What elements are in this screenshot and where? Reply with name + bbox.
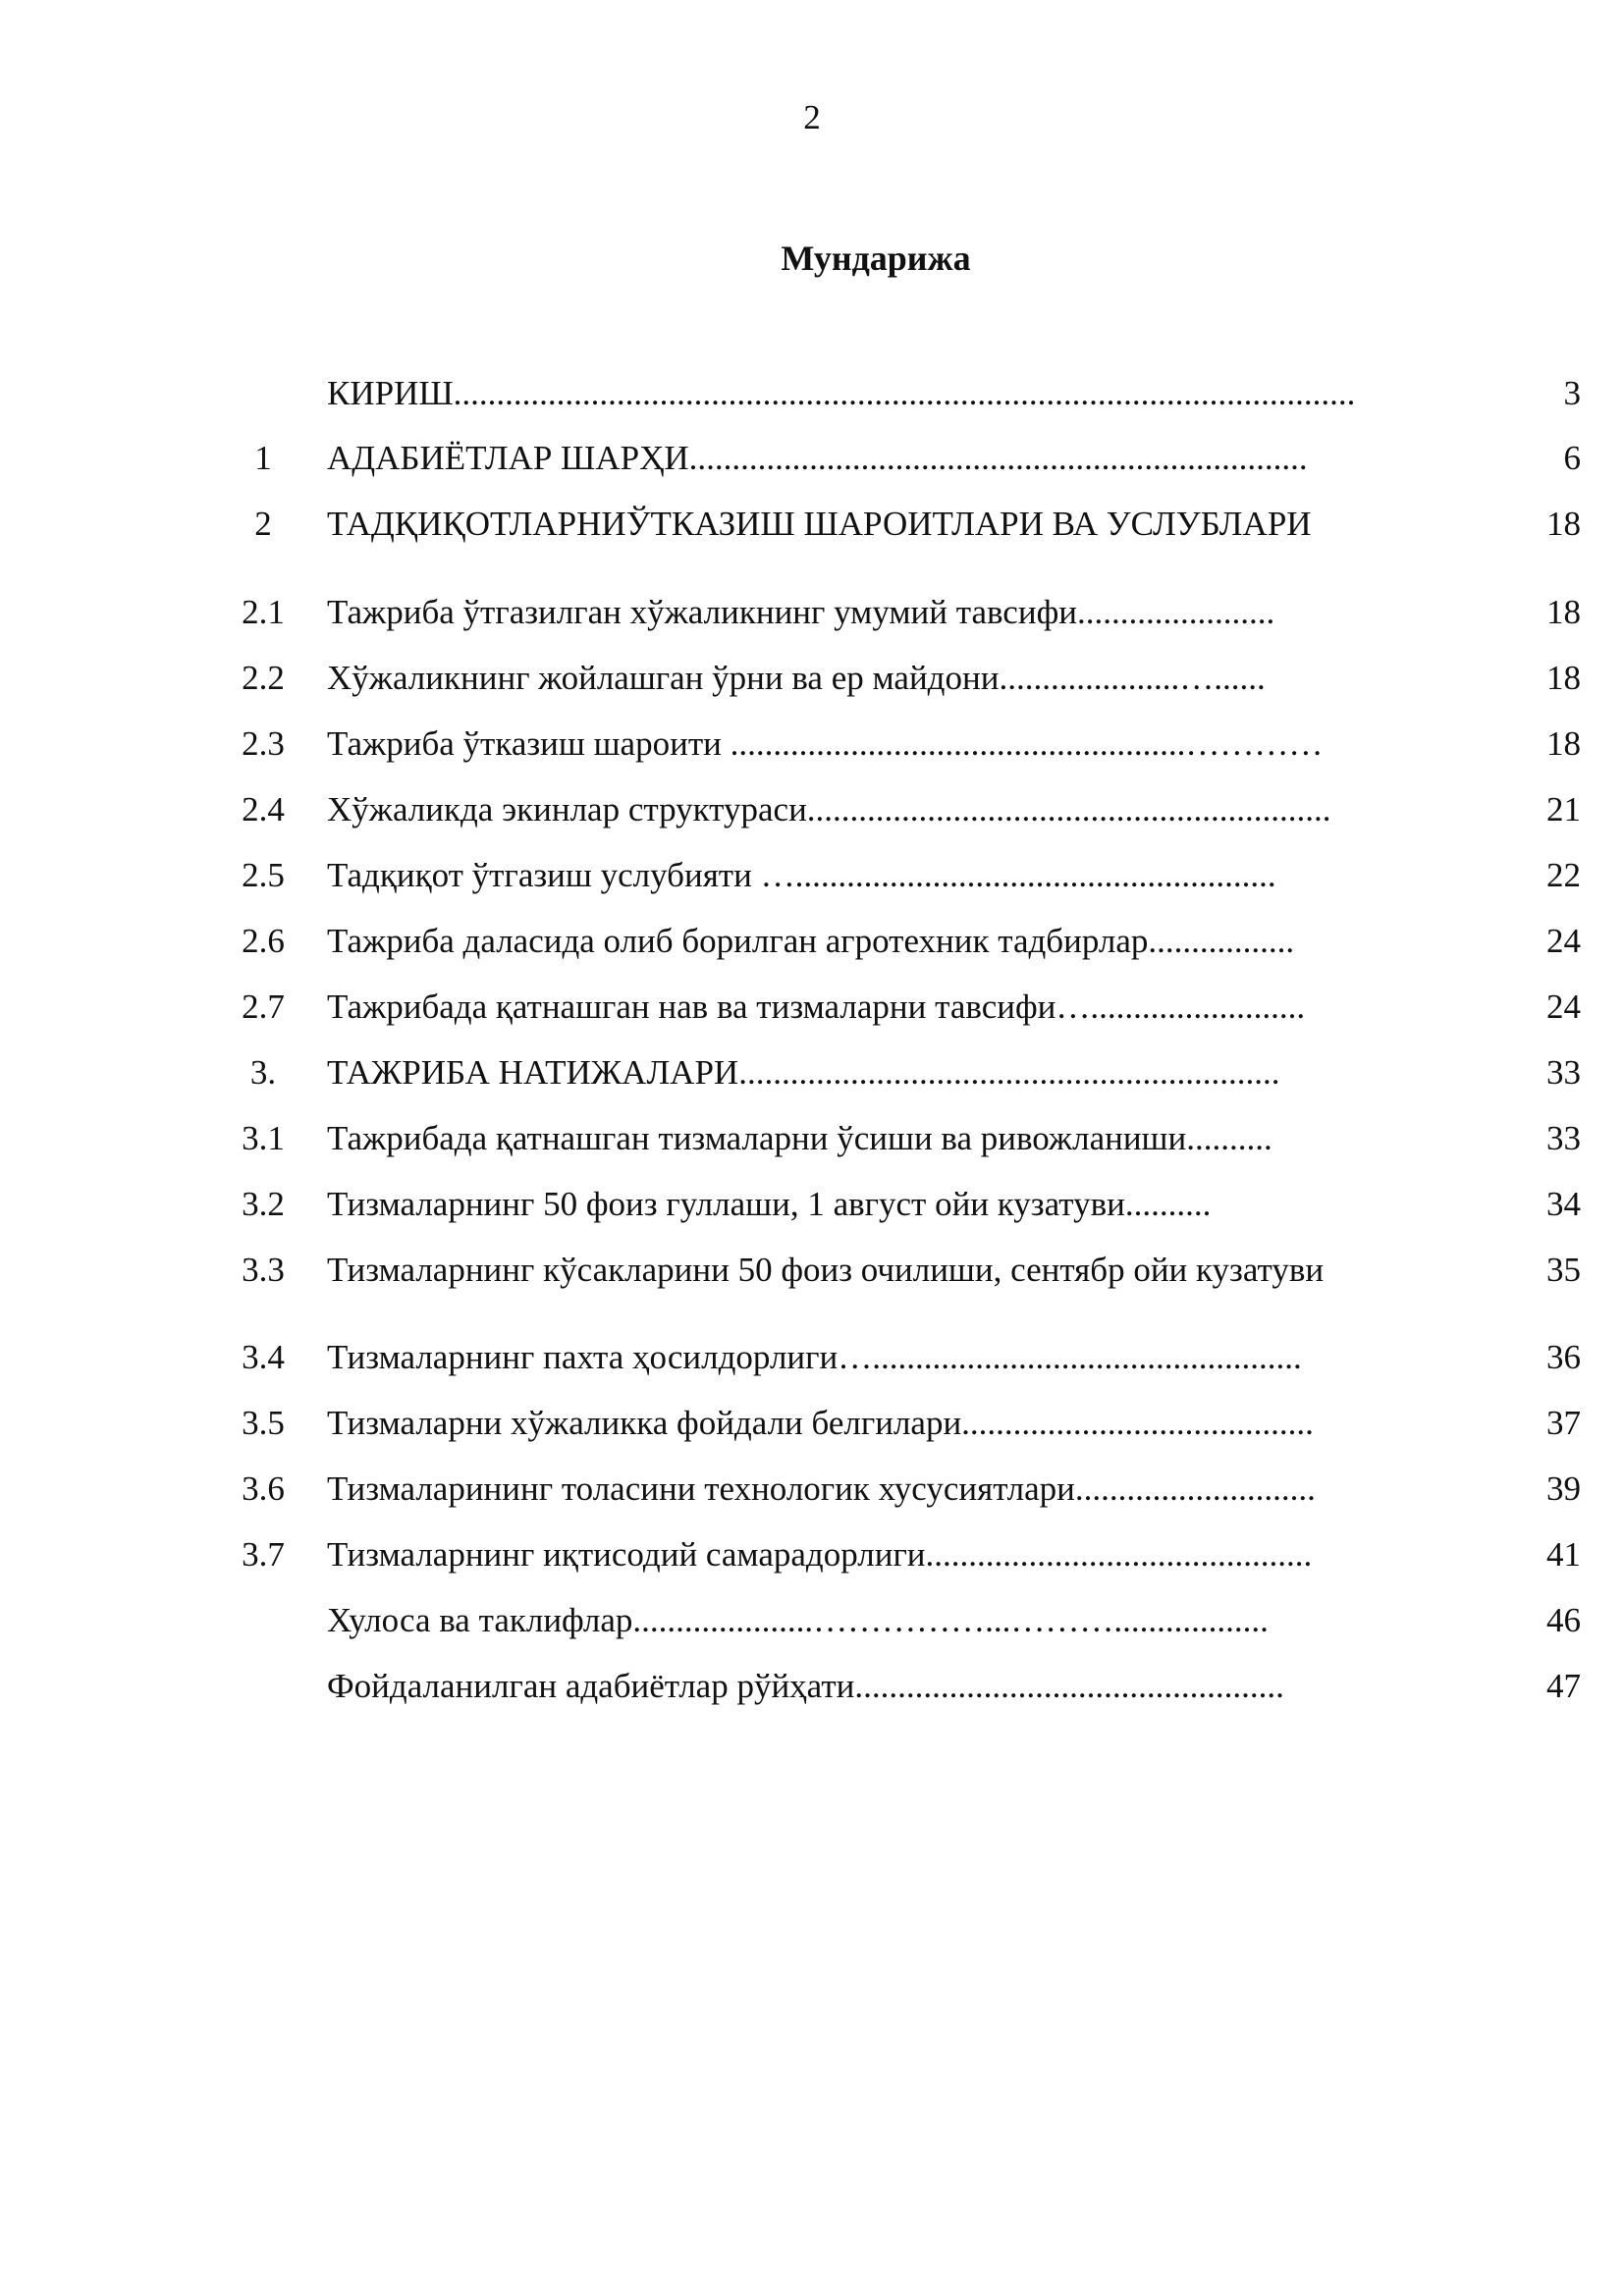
toc-row <box>0 1530 1624 1579</box>
page-number: 2 <box>803 98 821 136</box>
toc-row-title: Тизмаларнинг 50 фоиз гуллаши, 1 август ойи кузатуви.......... <box>327 1185 1212 1223</box>
toc-row-number: 2.1 <box>242 593 285 631</box>
toc-row-page: 33 <box>1546 1119 1581 1157</box>
toc-row-page: 35 <box>1546 1251 1581 1289</box>
toc-row-page: 24 <box>1546 922 1581 960</box>
toc-row-number: 3.7 <box>242 1535 285 1574</box>
toc-row <box>0 1465 1624 1514</box>
toc-row-page: 18 <box>1546 505 1581 543</box>
toc-row <box>0 1399 1624 1448</box>
toc-row-title: Тизмаларининг толасини технологик хусусиятлари............................ <box>327 1469 1316 1508</box>
toc-row-title: Тизмаларнинг кўсакларини 50 фоиз очилиши, сентябр ойи кузатуви <box>327 1251 1325 1289</box>
toc-row-title: Тадқиқот ўтгазиш услубияти …........................................................ <box>327 856 1276 894</box>
toc-row <box>0 1048 1624 1097</box>
toc-row-title: Тизмаларнинг пахта ҳосилдорлиги….................................................. <box>327 1338 1302 1376</box>
toc-row-number: 2.2 <box>242 659 285 697</box>
toc-row-title: Тажрибада қатнашган нав ва тизмаларни тавсифи…......................... <box>327 988 1306 1026</box>
toc-row-number: 3.3 <box>242 1251 285 1289</box>
toc-row-title: Хулоса ва таклифлар.....................……………...……….................. <box>327 1601 1269 1639</box>
toc-row-title: Тизмаларни хўжаликка фойдали белгилари......................................... <box>327 1404 1314 1442</box>
toc-row-page: 24 <box>1546 988 1581 1026</box>
toc-row <box>0 917 1624 966</box>
toc-row <box>0 1662 1624 1711</box>
toc-row-number: 3.4 <box>242 1338 285 1376</box>
toc-row <box>0 785 1624 834</box>
toc-row-number: 2 <box>254 505 272 543</box>
toc-row-title: ТАДҚИҚОТЛАРНИЎТКАЗИШ ШАРОИТЛАРИ ВА УСЛУБЛАРИ <box>327 505 1312 543</box>
toc-row <box>0 720 1624 769</box>
toc-row-title: Тажриба даласида олиб борилган агротехник тадбирлар................. <box>327 922 1295 960</box>
toc-row-number: 2.3 <box>242 724 285 763</box>
toc-row <box>0 369 1624 418</box>
toc-row-title: ТАЖРИБА НАТИЖАЛАРИ............................................................... <box>327 1053 1280 1092</box>
toc-row-page: 41 <box>1546 1535 1581 1574</box>
toc-row-title: Хўжаликда экинлар структураси............................................................. <box>327 790 1331 828</box>
toc-row-page: 47 <box>1546 1667 1581 1705</box>
toc-row-page: 33 <box>1546 1053 1581 1092</box>
toc-row-title: Тизмаларнинг иқтисодий самарадорлиги............................................. <box>327 1535 1313 1574</box>
toc-row-number: 2.5 <box>242 856 285 894</box>
toc-row-title: Фойдаланилган адабиётлар рўйҳати.................................................. <box>327 1667 1284 1705</box>
toc-row-number: 3.2 <box>242 1185 285 1223</box>
toc-row-page: 37 <box>1546 1404 1581 1442</box>
toc-row-page: 6 <box>1563 439 1581 477</box>
toc-row-number: 2.6 <box>242 922 285 960</box>
toc-row <box>0 1114 1624 1163</box>
toc-row <box>0 851 1624 900</box>
toc-row-number: 1 <box>254 439 272 477</box>
toc-row <box>0 500 1624 549</box>
toc-row <box>0 1246 1624 1295</box>
toc-row <box>0 654 1624 703</box>
toc-row <box>0 588 1624 637</box>
page-title: Мундарижа <box>781 239 971 278</box>
toc-row <box>0 1333 1624 1382</box>
toc-row-page: 36 <box>1546 1338 1581 1376</box>
toc-row-title: КИРИШ......................................................................................................... <box>327 374 1356 412</box>
toc-row-number: 3.5 <box>242 1404 285 1442</box>
toc-row <box>0 1180 1624 1229</box>
toc-row-number: 3. <box>249 1053 277 1092</box>
toc-row-number: 2.4 <box>242 790 285 828</box>
toc-row-title: Тажриба ўтгазилган хўжаликнинг умумий тавсифи....................... <box>327 593 1275 631</box>
toc-row-number: 3.6 <box>242 1469 285 1508</box>
toc-row-page: 21 <box>1546 790 1581 828</box>
toc-row-page: 22 <box>1546 856 1581 894</box>
toc-row-title: АДАБИЁТЛАР ШАРҲИ........................................................................ <box>327 439 1308 477</box>
toc-row-page: 46 <box>1546 1601 1581 1639</box>
toc-row-page: 18 <box>1546 724 1581 763</box>
toc-row <box>0 983 1624 1032</box>
toc-row <box>0 1596 1624 1645</box>
toc-row-page: 34 <box>1546 1185 1581 1223</box>
toc-row-page: 39 <box>1546 1469 1581 1508</box>
toc-row-title: Тажрибада қатнашган тизмаларни ўсиши ва ривожланиши.......... <box>327 1119 1272 1157</box>
toc-row-title: Тажриба ўтказиш шароити .....................................................………… <box>327 724 1324 763</box>
toc-row-page: 18 <box>1546 593 1581 631</box>
toc-row <box>0 434 1624 483</box>
toc-row-number: 2.7 <box>242 988 285 1026</box>
toc-row-page: 3 <box>1563 374 1581 412</box>
toc-row-title: Хўжаликнинг жойлашган ўрни ва ер майдони.....................…...... <box>327 659 1266 697</box>
toc-row-page: 18 <box>1546 659 1581 697</box>
toc-row-number: 3.1 <box>242 1119 285 1157</box>
